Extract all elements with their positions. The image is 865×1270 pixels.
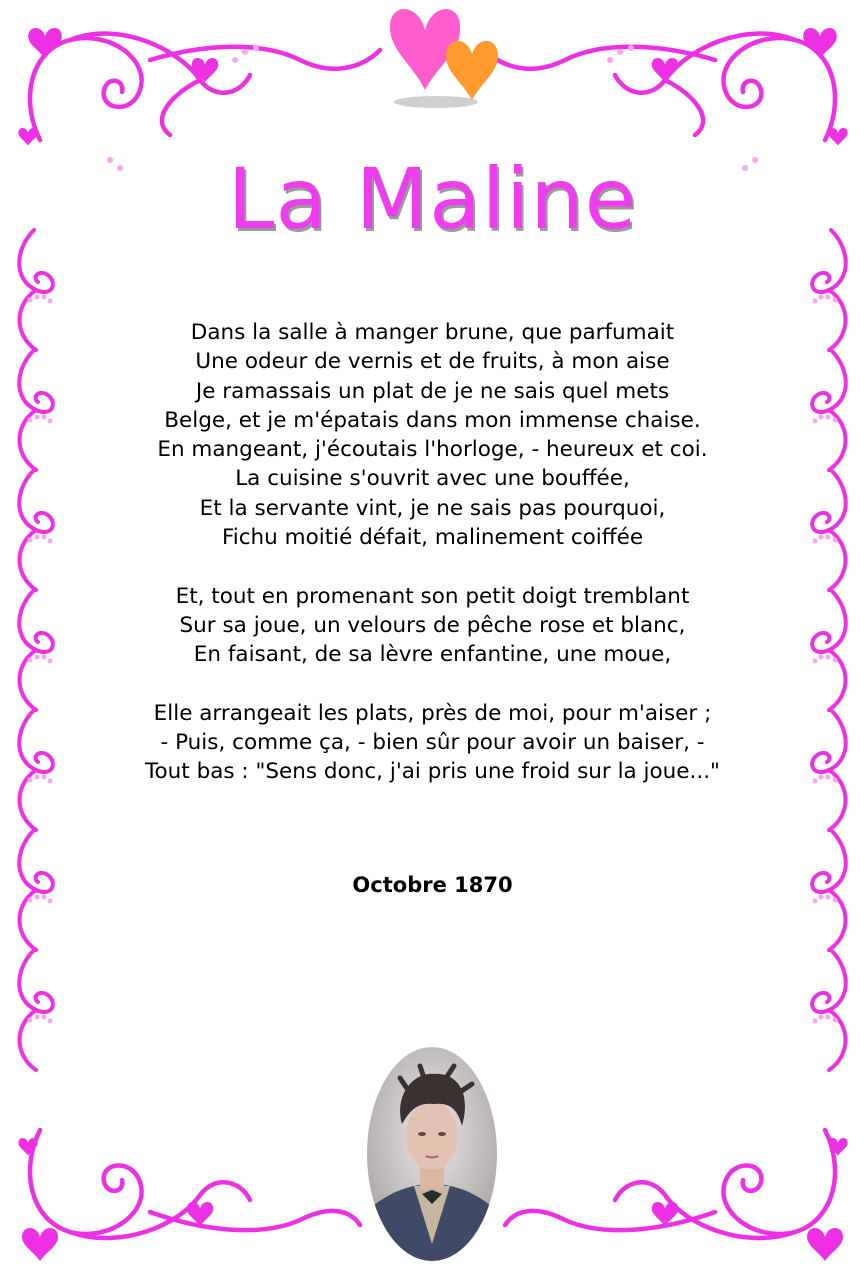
stanza-1 — [60, 318, 805, 552]
poem-line: Je ramassais un plat de je ne sais quel mets — [195, 378, 670, 404]
poem-line: Une odeur de vernis et de fruits, à mon aise — [195, 349, 670, 375]
poem-line: Elle arrangeait les plats, près de moi, pour m'aiser ; — [153, 700, 712, 726]
poem-line: Tout bas : "Sens donc, j'ai pris une froid sur la joue..." — [145, 759, 720, 785]
poem-line: En faisant, de sa lèvre enfantine, une moue, — [193, 642, 672, 668]
portrait-photo — [364, 1044, 500, 1264]
poem-line: Et, tout en promenant son petit doigt tremblant — [175, 583, 690, 609]
poem-line: Et la servante vint, je ne sais pas pourquoi, — [199, 495, 666, 521]
poem-body — [60, 318, 805, 816]
right-border-swirls — [812, 230, 846, 1070]
poem-title: La Maline — [227, 150, 638, 248]
poem-line: Belge, et je m'épatais dans mon immense chaise. — [164, 407, 701, 433]
poem-line: La cuisine s'ouvrit avec une bouffée, — [235, 466, 630, 492]
poem-date: Octobre 1870 — [352, 873, 513, 897]
left-border-swirls — [19, 230, 53, 1070]
poem-line: En mangeant, j'écoutais l'horloge, - heureux et coi. — [157, 437, 708, 463]
heart-pair-icon — [390, 9, 498, 108]
stanza-2 — [60, 582, 805, 670]
stanza-3 — [60, 699, 805, 787]
poem-line: Dans la salle à manger brune, que parfumait — [190, 320, 675, 345]
poem-line: Sur sa joue, un velours de pêche rose et blanc, — [179, 612, 686, 638]
poem-line: Fichu moitié défait, malinement coiffée — [221, 525, 644, 551]
poem-line: - Puis, comme ça, - bien sûr pour avoir un baiser, - — [160, 730, 705, 756]
